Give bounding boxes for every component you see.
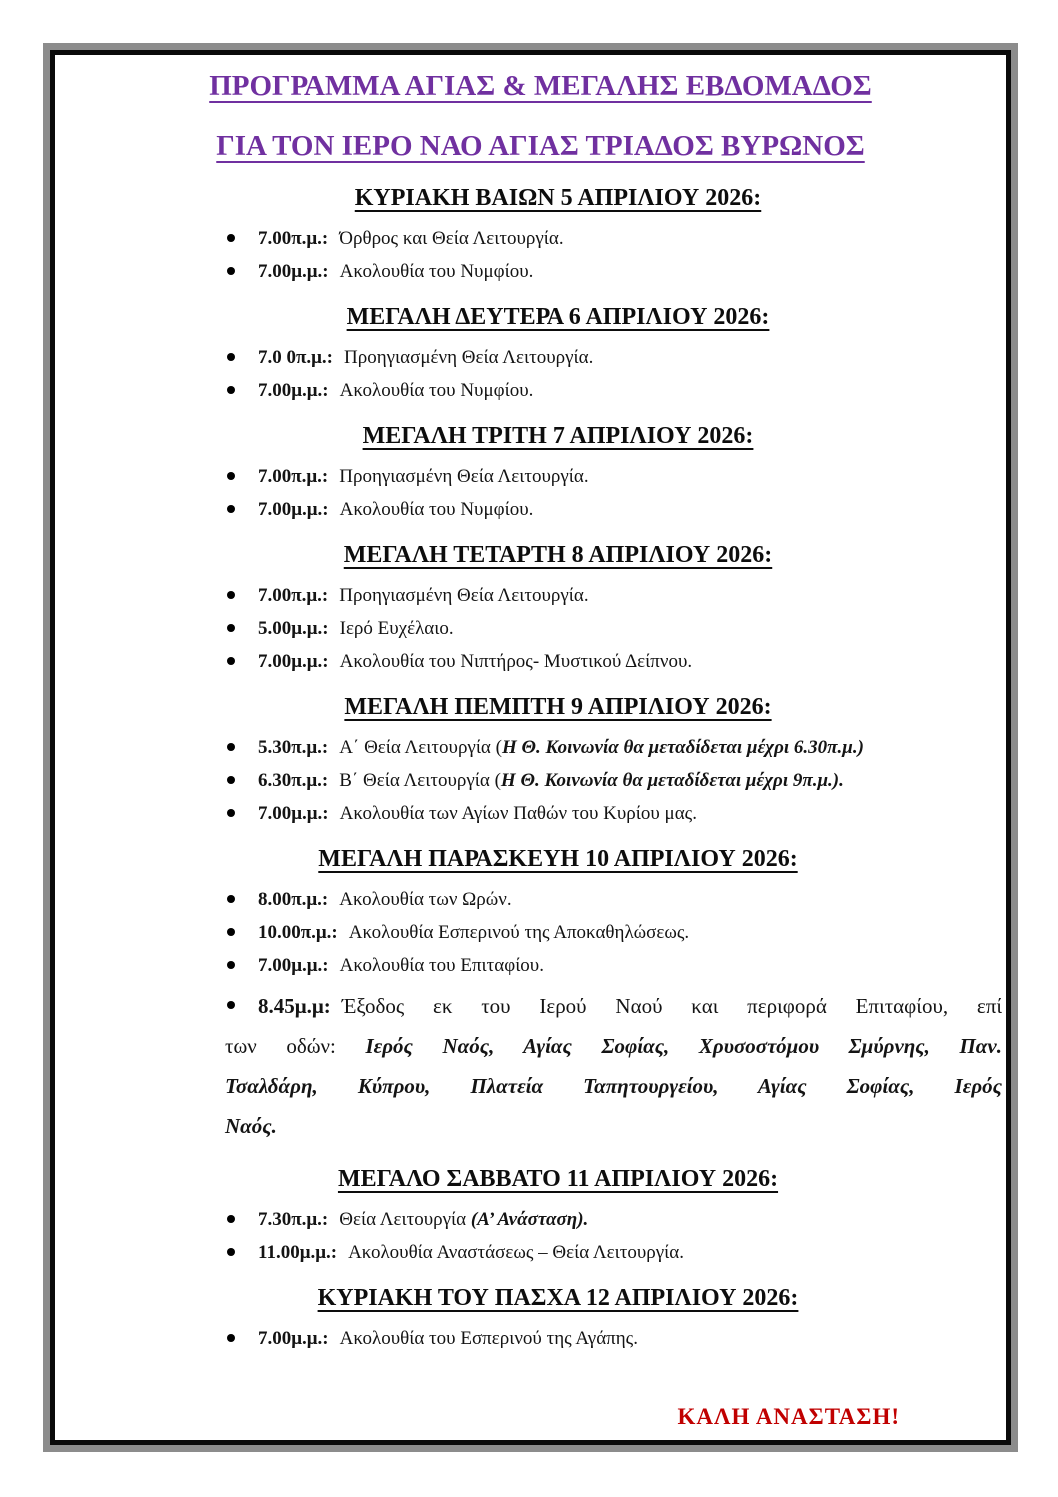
time-label: 7.30π.μ.: bbox=[258, 1209, 329, 1230]
service-item bbox=[225, 887, 1002, 912]
time-label: 7.0 0π.μ.: bbox=[258, 347, 334, 368]
service-item bbox=[225, 226, 1002, 251]
service-list bbox=[225, 1207, 1002, 1265]
time-label: 7.00μ.μ.: bbox=[258, 1328, 329, 1349]
time-label: 7.00μ.μ.: bbox=[258, 261, 329, 282]
schedule-sections bbox=[55, 183, 1006, 1351]
section-heading: ΜΕΓΑΛΗ ΠΕΜΠΤΗ 9 ΑΠΡΙΛΙΟΥ 2026: bbox=[344, 694, 772, 720]
time-label: 11.00μ.μ.: bbox=[258, 1242, 338, 1263]
time-label: 7.00π.μ.: bbox=[258, 228, 329, 249]
service-item bbox=[225, 464, 1002, 489]
time-label: 5.00μ.μ.: bbox=[258, 618, 329, 639]
service-item bbox=[225, 583, 1002, 608]
service-description: Η Θ. Κοινωνία θα μεταδίδεται μέχρι 6.30π.μ.) bbox=[501, 737, 864, 758]
service-description: Ιερό Ευχέλαιο. bbox=[339, 618, 454, 639]
time-label: 8.00π.μ.: bbox=[258, 889, 329, 910]
service-description: Ακολουθία Αναστάσεως – Θεία Λειτουργία. bbox=[348, 1242, 684, 1263]
time-label: 7.00π.μ.: bbox=[258, 585, 329, 606]
page-border-frame bbox=[43, 43, 1018, 1452]
day-section bbox=[55, 1283, 1006, 1351]
day-section bbox=[55, 1164, 1006, 1265]
day-section bbox=[55, 540, 1006, 674]
service-item bbox=[225, 1240, 1002, 1265]
service-description: Β΄ Θεία Λειτουργία ( bbox=[339, 770, 501, 791]
section-heading: ΜΕΓΑΛΗ ΤΡΙΤΗ 7 ΑΠΡΙΛΙΟΥ 2026: bbox=[362, 423, 754, 449]
day-section bbox=[55, 421, 1006, 522]
service-description: Ακολουθία του Νιπτήρος- Μυστικού Δείπνου. bbox=[339, 651, 693, 672]
service-description: Ακολουθία του Νυμφίου. bbox=[339, 380, 534, 401]
service-description: Ακολουθία του Νυμφίου. bbox=[339, 499, 534, 520]
document-title-line2: ΓΙΑ ΤΟΝ ΙΕΡΟ ΝΑΟ ΑΓΙΑΣ ΤΡΙΑΔΟΣ ΒΥΡΩΝΟΣ bbox=[216, 130, 865, 162]
service-item bbox=[225, 345, 1002, 370]
service-description: Ακολουθία των Ωρών. bbox=[339, 889, 512, 910]
time-label: 5.30π.μ.: bbox=[258, 737, 329, 758]
service-item bbox=[225, 378, 1002, 403]
service-item bbox=[225, 920, 1002, 945]
time-label: 7.00μ.μ.: bbox=[258, 499, 329, 520]
document-title-line1: ΠΡΟΓΡΑΜΜΑ ΑΓΙΑΣ & ΜΕΓΑΛΗΣ ΕΒΔΟΜΑΔΟΣ bbox=[209, 70, 872, 102]
section-heading: ΜΕΓΑΛΗ ΤΕΤΑΡΤΗ 8 ΑΠΡΙΛΙΟΥ 2026: bbox=[343, 542, 773, 568]
service-list bbox=[225, 226, 1002, 284]
day-section bbox=[55, 844, 1006, 1146]
time-label: 7.00μ.μ.: bbox=[258, 380, 329, 401]
service-description: Προηγιασμένη Θεία Λειτουργία. bbox=[339, 585, 589, 606]
time-label: 7.00π.μ.: bbox=[258, 466, 329, 487]
time-label: 8.45μ.μ: bbox=[258, 994, 331, 1018]
service-description: Η Θ. Κοινωνία θα μεταδίδεται μέχρι 9π.μ.). bbox=[500, 770, 844, 791]
service-description: Προηγιασμένη Θεία Λειτουργία. bbox=[339, 466, 589, 487]
service-item bbox=[225, 497, 1002, 522]
service-description: Προηγιασμένη Θεία Λειτουργία. bbox=[344, 347, 594, 368]
service-list bbox=[225, 583, 1002, 674]
section-heading: ΚΥΡΙΑΚΗ ΒΑΙΩΝ 5 ΑΠΡΙΛΙΟΥ 2026: bbox=[354, 185, 762, 211]
service-description: Θεία Λειτουργία bbox=[339, 1209, 471, 1230]
service-item bbox=[225, 259, 1002, 284]
section-heading: ΚΥΡΙΑΚΗ ΤΟΥ ΠΑΣΧΑ 12 ΑΠΡΙΛΙΟΥ 2026: bbox=[317, 1285, 799, 1311]
day-section bbox=[55, 692, 1006, 826]
document-header bbox=[55, 67, 1006, 165]
service-description: Όρθρος και Θεία Λειτουργία. bbox=[339, 228, 564, 249]
service-list bbox=[225, 735, 1002, 826]
time-label: 7.00μ.μ.: bbox=[258, 803, 329, 824]
service-item bbox=[225, 768, 1002, 793]
service-description: Ακολουθία του Εσπερινού της Αγάπης. bbox=[339, 1328, 638, 1349]
day-section bbox=[55, 302, 1006, 403]
service-item bbox=[225, 616, 1002, 641]
footer-greeting: ΚΑΛΗ ΑΝΑΣΤΑΣΗ! bbox=[677, 1404, 900, 1429]
service-list bbox=[225, 1326, 1002, 1351]
service-item bbox=[225, 801, 1002, 826]
service-item bbox=[225, 986, 1002, 1146]
service-list bbox=[225, 887, 1002, 1146]
section-heading: ΜΕΓΑΛΟ ΣΑΒΒΑΤΟ 11 ΑΠΡΙΛΙΟΥ 2026: bbox=[337, 1166, 779, 1192]
service-description: Ακολουθία του Επιταφίου. bbox=[339, 955, 544, 976]
service-item bbox=[225, 953, 1002, 978]
service-list bbox=[225, 345, 1002, 403]
time-label: 6.30π.μ.: bbox=[258, 770, 329, 791]
document-page bbox=[50, 50, 1011, 1445]
service-description: Ακολουθία του Νυμφίου. bbox=[339, 261, 534, 282]
time-label: 7.00μ.μ.: bbox=[258, 651, 329, 672]
service-item bbox=[225, 735, 1002, 760]
service-item bbox=[225, 1326, 1002, 1351]
service-description: Ακολουθία Εσπερινού της Αποκαθηλώσεως. bbox=[348, 922, 690, 943]
section-heading: ΜΕΓΑΛΗ ΠΑΡΑΣΚΕΥΗ 10 ΑΠΡΙΛΙΟΥ 2026: bbox=[318, 846, 798, 872]
service-item bbox=[225, 1207, 1002, 1232]
service-description: Ακολουθία των Αγίων Παθών του Κυρίου μας. bbox=[339, 803, 697, 824]
day-section bbox=[55, 183, 1006, 284]
service-description: Έξοδος εκ του Ιερού Ναού και περιφορά Επιταφίου, επί των οδών: bbox=[225, 994, 1002, 1058]
time-label: 10.00π.μ.: bbox=[258, 922, 338, 943]
service-description: Α΄ Θεία Λειτουργία ( bbox=[339, 737, 502, 758]
time-label: 7.00μ.μ.: bbox=[258, 955, 329, 976]
service-list bbox=[225, 464, 1002, 522]
service-description: Ιερός Ναός, Αγίας Σοφίας, Χρυσοστόμου Σμύρνης, Παν. Τσαλδάρη, Κύπρου, Πλατεία Ταπητουργείου, Αγίας Σοφίας, Ιερός Ναός. bbox=[225, 1034, 1002, 1138]
section-heading: ΜΕΓΑΛΗ ΔΕΥΤΕΡΑ 6 ΑΠΡΙΛΙΟΥ 2026: bbox=[346, 304, 770, 330]
service-description: (Α’ Ανάσταση). bbox=[470, 1209, 589, 1230]
service-item bbox=[225, 649, 1002, 674]
